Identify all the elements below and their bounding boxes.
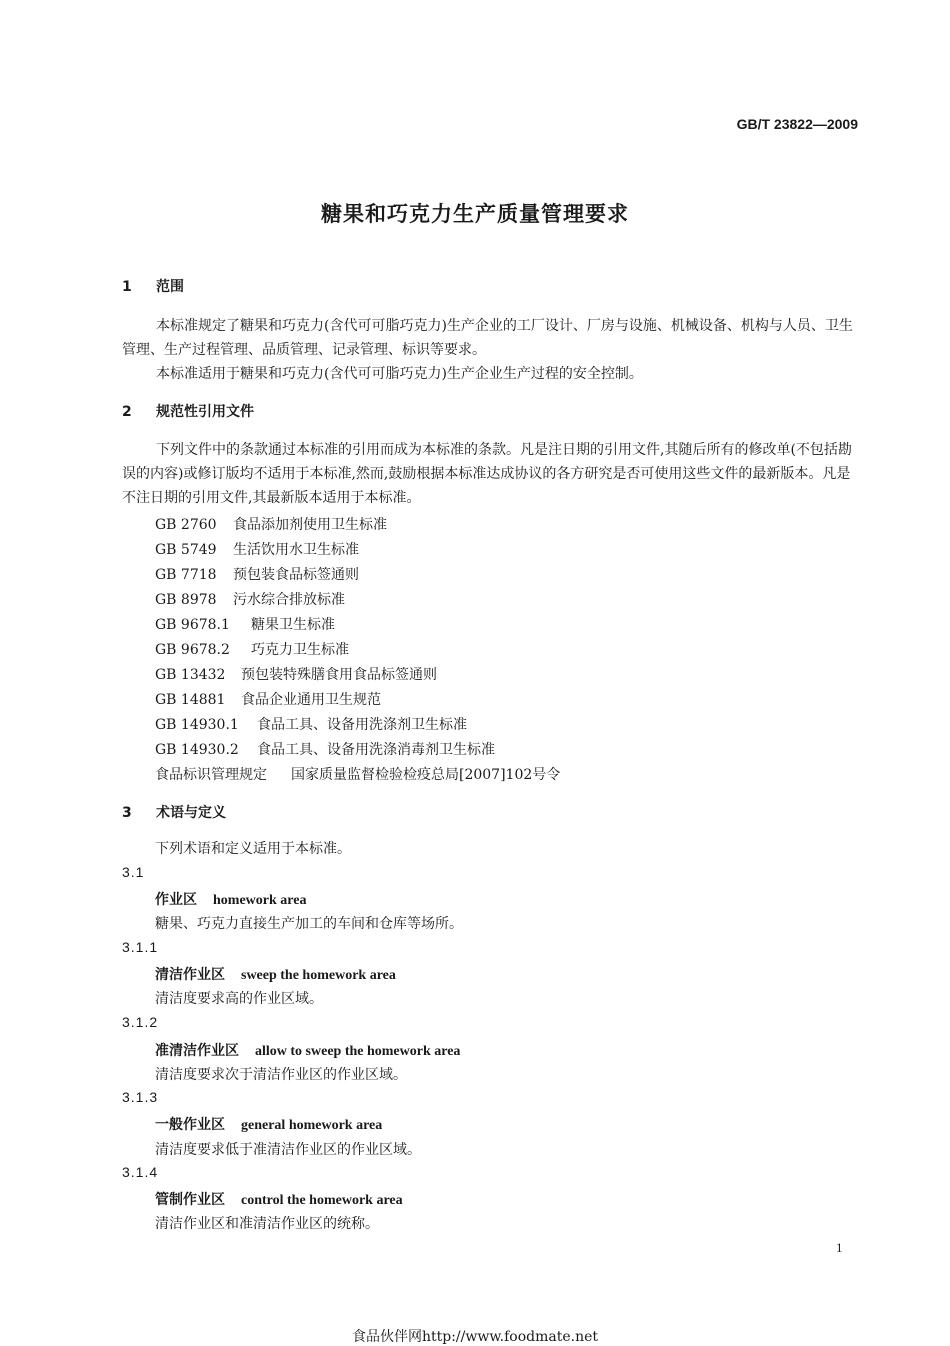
term-english: allow to sweep the homework area (255, 1044, 461, 1059)
reference-item (155, 689, 381, 709)
term-name (155, 1040, 460, 1060)
reference-title: 糖果卫生标准 (251, 617, 335, 633)
reference-code: GB 5749 (155, 542, 217, 558)
section-2-intro: 下列文件中的条款通过本标准的引用而成为本标准的条款。凡是注日期的引用文件,其随后所有的修改单(不包括勘误的内容)或修订版均不适用于本标准,然而,鼓励根据本标准达成协议的各方研究是否可使用这些文件的最新版本。凡是不注日期的引用文件,其最新版本适用于本标准。 (122, 442, 852, 506)
reference-title: 食品添加剂使用卫生标准 (233, 517, 387, 533)
term-number: 3.1 (122, 864, 145, 880)
reference-item (155, 639, 349, 659)
term-number: 3.1.4 (122, 1164, 159, 1180)
reference-item (155, 539, 359, 559)
term-english: homework area (213, 893, 307, 908)
term-number: 3.1.2 (122, 1014, 159, 1030)
term-chinese: 管制作业区 (155, 1192, 225, 1208)
term-definition: 清洁度要求高的作业区域。 (155, 991, 323, 1007)
reference-code: GB 9678.2 (155, 642, 230, 658)
reference-title: 预包装食品标签通则 (233, 567, 359, 583)
reference-item (155, 614, 335, 634)
term-english: control the homework area (241, 1193, 403, 1208)
term-number: 3.1.1 (122, 939, 159, 955)
page-number: 1 (836, 1240, 843, 1255)
term-definition: 清洁作业区和准清洁作业区的统称。 (155, 1216, 379, 1232)
term-chinese: 清洁作业区 (155, 967, 225, 983)
section-3-heading (122, 802, 226, 822)
reference-item (155, 739, 495, 759)
term-definition: 清洁度要求次于清洁作业区的作业区域。 (155, 1067, 407, 1083)
reference-title: 污水综合排放标准 (233, 592, 345, 608)
reference-code: GB 2760 (155, 517, 217, 533)
section-number: 2 (122, 404, 132, 420)
term-chinese: 作业区 (155, 892, 197, 908)
reference-item (155, 514, 387, 534)
term-number: 3.1.3 (122, 1089, 159, 1105)
reference-title: 食品企业通用卫生规范 (241, 692, 381, 708)
reference-code: GB 8978 (155, 592, 217, 608)
standard-code: GB/T 23822—2009 (736, 116, 858, 132)
section-1-heading (122, 276, 184, 296)
reference-code: 食品标识管理规定 (155, 767, 267, 783)
reference-code: GB 9678.1 (155, 617, 230, 633)
reference-title: 国家质量监督检验检疫总局[2007]102号令 (291, 767, 561, 783)
term-chinese: 一般作业区 (155, 1117, 225, 1133)
term-chinese: 准清洁作业区 (155, 1043, 239, 1059)
reference-item (155, 664, 437, 684)
reference-item (155, 764, 560, 784)
reference-code: GB 13432 (155, 667, 226, 683)
term-definition: 糖果、巧克力直接生产加工的车间和仓库等场所。 (155, 916, 463, 932)
reference-title: 食品工具、设备用洗涤消毒剂卫生标准 (257, 742, 495, 758)
reference-item (155, 564, 359, 584)
section-title: 规范性引用文件 (156, 404, 254, 420)
section-2-heading (122, 401, 254, 421)
reference-title: 预包装特殊膳食用食品标签通则 (241, 667, 437, 683)
reference-code: GB 7718 (155, 567, 217, 583)
term-english: sweep the homework area (241, 968, 396, 983)
reference-title: 巧克力卫生标准 (251, 642, 349, 658)
reference-code: GB 14881 (155, 692, 226, 708)
term-name (155, 889, 306, 909)
section-3-intro: 下列术语和定义适用于本标准。 (155, 841, 351, 857)
section-1-paragraph-2: 本标准适用于糖果和巧克力(含代可可脂巧克力)生产企业生产过程的安全控制。 (156, 366, 643, 382)
footer-watermark: 食品伙伴网http://www.foodmate.net (351, 1329, 599, 1345)
term-english: general homework area (241, 1118, 383, 1133)
section-number: 1 (122, 279, 132, 295)
reference-item (155, 589, 345, 609)
reference-code: GB 14930.2 (155, 742, 239, 758)
term-name (155, 1114, 382, 1134)
section-number: 3 (122, 805, 132, 821)
reference-title: 生活饮用水卫生标准 (233, 542, 359, 558)
document-title: 糖果和巧克力生产质量管理要求 (321, 202, 629, 226)
term-definition: 清洁度要求低于准清洁作业区的作业区域。 (155, 1142, 421, 1158)
section-1-paragraph-1: 本标准规定了糖果和巧克力(含代可可脂巧克力)生产企业的工厂设计、厂房与设施、机械设备、机构与人员、卫生管理、生产过程管理、品质管理、记录管理、标识等要求。 (122, 318, 853, 358)
section-title: 范围 (156, 279, 184, 295)
section-title: 术语与定义 (156, 805, 226, 821)
reference-code: GB 14930.1 (155, 717, 239, 733)
reference-item (155, 714, 467, 734)
reference-title: 食品工具、设备用洗涤剂卫生标准 (257, 717, 467, 733)
term-name (155, 1189, 403, 1209)
term-name (155, 964, 396, 984)
